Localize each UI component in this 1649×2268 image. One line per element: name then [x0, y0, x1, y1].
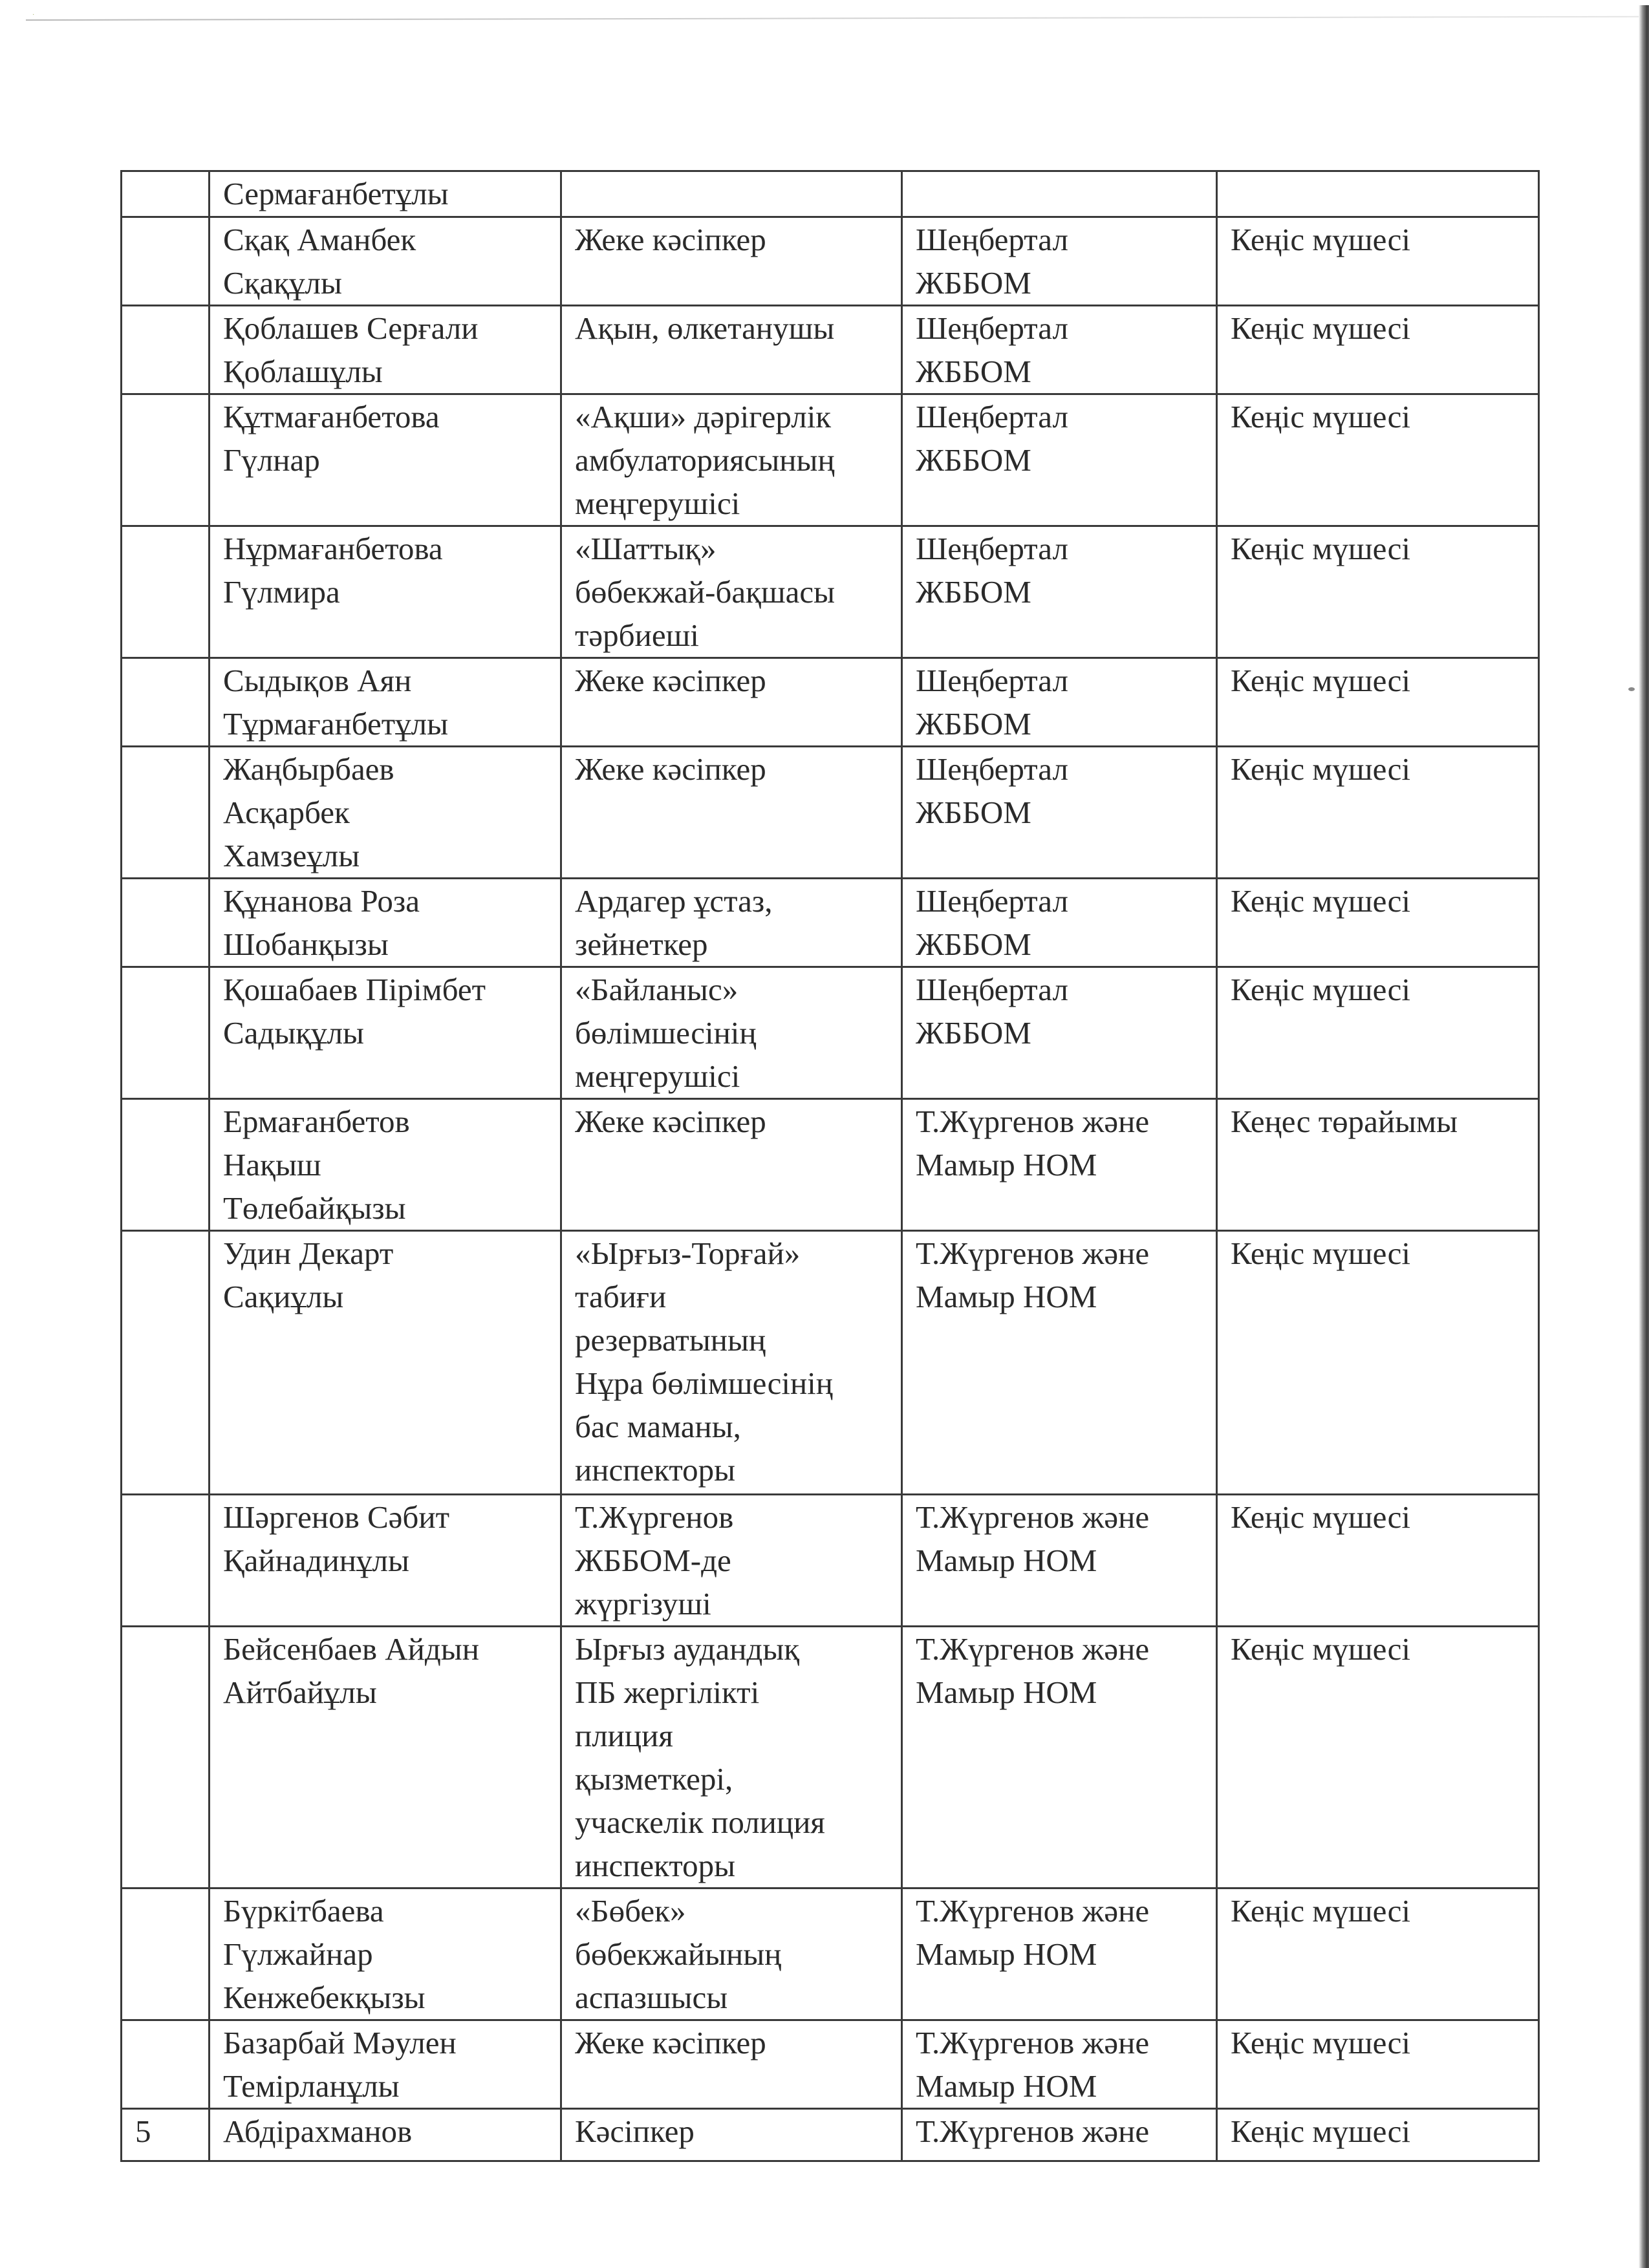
cell-line: «Байланыс» — [575, 972, 738, 1007]
cell-line: ЖББОМ — [916, 1015, 1031, 1051]
table-row — [122, 1888, 1539, 2020]
occupation-cell — [561, 1099, 902, 1231]
full-name-cell — [210, 394, 561, 526]
table-row — [122, 394, 1539, 526]
cell-line: Кеңіс мүшесі — [1231, 972, 1410, 1007]
organization-cell — [902, 306, 1217, 394]
cell-line: амбулаториясының — [575, 442, 835, 478]
council-role-cell — [1217, 1099, 1539, 1231]
cell-line: меңгерушісі — [575, 486, 740, 521]
cell-line: Кеңіс мүшесі — [1231, 310, 1410, 346]
cell-line: Кеңіс мүшесі — [1231, 222, 1410, 257]
occupation-cell — [561, 1888, 902, 2020]
occupation-cell — [561, 879, 902, 967]
table-row — [122, 1627, 1539, 1888]
cell-line: Қайнадинұлы — [223, 1543, 409, 1578]
row-number-cell — [122, 217, 210, 306]
scan-artifact-right-edge — [1639, 5, 1649, 2268]
cell-line: Нұра бөлімшесінің — [575, 1365, 834, 1401]
table-row — [122, 658, 1539, 747]
table-row — [122, 2109, 1539, 2161]
cell-line: Хамзеұлы — [223, 838, 360, 873]
table-row — [122, 1099, 1539, 1231]
scan-artifact-mark: · — [32, 12, 35, 19]
cell-line: Қоблашұлы — [223, 354, 383, 389]
row-number-cell — [122, 1888, 210, 2020]
council-members-table — [120, 170, 1540, 2162]
table-row — [122, 217, 1539, 306]
council-role-cell — [1217, 171, 1539, 217]
full-name-cell — [210, 2109, 561, 2161]
cell-line: Кеңіс мүшесі — [1231, 1893, 1410, 1929]
cell-line: жүргізуші — [575, 1586, 711, 1621]
cell-line: Қошабаев Пірімбет — [223, 972, 486, 1007]
cell-line: Кеңіс мүшесі — [1231, 1236, 1410, 1271]
table-body — [122, 171, 1539, 2161]
cell-line: Шеңбертал — [916, 310, 1068, 346]
cell-line: Гүлмира — [223, 574, 340, 610]
table-row — [122, 967, 1539, 1099]
cell-line: Кеңіс мүшесі — [1231, 399, 1410, 434]
occupation-cell — [561, 217, 902, 306]
row-number-cell — [122, 1627, 210, 1888]
cell-line: табиғи — [575, 1279, 667, 1314]
cell-line: Нұрмағанбетова — [223, 531, 443, 566]
cell-line: Ақын, өлкетанушы — [575, 310, 835, 346]
table-row — [122, 526, 1539, 658]
organization-cell — [902, 526, 1217, 658]
row-number-cell — [122, 1231, 210, 1495]
table-row — [122, 879, 1539, 967]
council-role-cell — [1217, 526, 1539, 658]
occupation-cell — [561, 2020, 902, 2109]
cell-line: зейнеткер — [575, 926, 708, 962]
cell-line: Т.Жүргенов және — [916, 1631, 1150, 1667]
cell-line: Құтмағанбетова — [223, 399, 440, 434]
council-role-cell — [1217, 306, 1539, 394]
cell-line: «Ақши» дәрігерлік — [575, 399, 832, 434]
council-role-cell — [1217, 394, 1539, 526]
occupation-cell — [561, 526, 902, 658]
cell-line: Кеңіс мүшесі — [1231, 883, 1410, 919]
cell-line: Шеңбертал — [916, 883, 1068, 919]
full-name-cell — [210, 1231, 561, 1495]
occupation-cell — [561, 747, 902, 879]
council-role-cell — [1217, 658, 1539, 747]
cell-line: бөбекжайының — [575, 1936, 782, 1972]
table-row — [122, 747, 1539, 879]
occupation-cell — [561, 658, 902, 747]
cell-line: Т.Жүргенов және — [916, 1104, 1150, 1139]
council-role-cell — [1217, 1231, 1539, 1495]
cell-line: Шеңбертал — [916, 531, 1068, 566]
cell-line: Темірланұлы — [223, 2068, 400, 2104]
cell-line: Кеңіс мүшесі — [1231, 531, 1410, 566]
cell-line: «Ырғыз-Торғай» — [575, 1236, 801, 1271]
row-number-cell — [122, 306, 210, 394]
organization-cell — [902, 217, 1217, 306]
council-role-cell — [1217, 1888, 1539, 2020]
cell-line: тәрбиеші — [575, 617, 699, 653]
organization-cell — [902, 2020, 1217, 2109]
organization-cell — [902, 2109, 1217, 2161]
cell-line: Жаңбырбаев — [223, 751, 394, 787]
organization-cell — [902, 394, 1217, 526]
cell-line: Удин Декарт — [223, 1236, 394, 1271]
cell-line: Қоблашев Серғали — [223, 310, 479, 346]
organization-cell — [902, 1627, 1217, 1888]
occupation-cell — [561, 394, 902, 526]
cell-line: Базарбай Мәулен — [223, 2025, 457, 2060]
cell-line: «Шаттық» — [575, 531, 717, 566]
cell-line: ЖББОМ — [916, 574, 1031, 610]
occupation-cell — [561, 171, 902, 217]
full-name-cell — [210, 171, 561, 217]
council-role-cell — [1217, 2020, 1539, 2109]
table-row — [122, 1231, 1539, 1495]
cell-line: Абдірахманов — [223, 2113, 413, 2149]
cell-line: резерватының — [575, 1322, 766, 1358]
full-name-cell — [210, 967, 561, 1099]
table-row — [122, 1495, 1539, 1627]
occupation-cell — [561, 1627, 902, 1888]
cell-line: Т.Жүргенов және — [916, 2113, 1150, 2149]
cell-line: Тұрмағанбетұлы — [223, 706, 449, 742]
cell-line: Ырғыз аудандық — [575, 1631, 800, 1667]
row-number-cell — [122, 2020, 210, 2109]
cell-line: Шеңбертал — [916, 222, 1068, 257]
cell-line: меңгерушісі — [575, 1058, 740, 1094]
occupation-cell — [561, 1495, 902, 1627]
full-name-cell — [210, 658, 561, 747]
organization-cell — [902, 879, 1217, 967]
organization-cell — [902, 967, 1217, 1099]
cell-line: плиция — [575, 1718, 673, 1753]
full-name-cell — [210, 747, 561, 879]
cell-line: Сқақұлы — [223, 265, 342, 301]
council-role-cell — [1217, 967, 1539, 1099]
full-name-cell — [210, 217, 561, 306]
cell-line: Сқақ Аманбек — [223, 222, 416, 257]
cell-line: Жеке кәсіпкер — [575, 2025, 766, 2060]
cell-line: Шеңбертал — [916, 972, 1068, 1007]
cell-line: Сақиұлы — [223, 1279, 344, 1314]
cell-line: Садықұлы — [223, 1015, 364, 1051]
cell-line: Құнанова Роза — [223, 883, 420, 919]
cell-line: Т.Жүргенов және — [916, 1236, 1150, 1271]
organization-cell — [902, 1888, 1217, 2020]
cell-line: ПБ жергілікті — [575, 1674, 760, 1710]
cell-line: ЖББОМ — [916, 265, 1031, 301]
cell-line: бөлімшесінің — [575, 1015, 757, 1051]
cell-line: бас маманы, — [575, 1409, 741, 1444]
cell-line: аспазшысы — [575, 1980, 728, 2015]
cell-line: Т.Жүргенов және — [916, 1499, 1150, 1535]
cell-line: Асқарбек — [223, 795, 350, 830]
council-role-cell — [1217, 879, 1539, 967]
cell-line: Кеңіс мүшесі — [1231, 1499, 1410, 1535]
row-number-cell — [122, 747, 210, 879]
occupation-cell — [561, 1231, 902, 1495]
full-name-cell — [210, 306, 561, 394]
council-role-cell — [1217, 1627, 1539, 1888]
full-name-cell — [210, 1888, 561, 2020]
cell-line: Жеке кәсіпкер — [575, 222, 766, 257]
council-role-cell — [1217, 747, 1539, 879]
cell-line: Шеңбертал — [916, 751, 1068, 787]
cell-line: Кеңес төрайымы — [1231, 1104, 1458, 1139]
cell-line: Бейсенбаев Айдын — [223, 1631, 479, 1667]
organization-cell — [902, 1099, 1217, 1231]
cell-line: қызметкері, — [575, 1761, 733, 1797]
row-number-cell: 5 — [122, 2109, 210, 2161]
cell-line: Сермағанбетұлы — [223, 176, 449, 211]
table-row — [122, 2020, 1539, 2109]
organization-cell — [902, 1231, 1217, 1495]
cell-line: Шобанқызы — [223, 926, 389, 962]
occupation-cell — [561, 306, 902, 394]
cell-line: Төлебайқызы — [223, 1190, 406, 1226]
row-number-cell — [122, 879, 210, 967]
cell-line: Т.Жүргенов және — [916, 2025, 1150, 2060]
row-number-cell — [122, 658, 210, 747]
cell-line: ЖББОМ — [916, 706, 1031, 742]
cell-line: ЖББОМ — [916, 795, 1031, 830]
cell-line: Т.Жүргенов және — [916, 1893, 1150, 1929]
cell-line: Ардагер ұстаз, — [575, 883, 773, 919]
row-number-cell — [122, 171, 210, 217]
cell-line: инспекторы — [575, 1452, 736, 1488]
cell-line: Нақыш — [223, 1147, 321, 1182]
cell-line: бөбекжай-бақшасы — [575, 574, 835, 610]
full-name-cell — [210, 526, 561, 658]
cell-line: Сыдықов Аян — [223, 663, 412, 698]
organization-cell — [902, 171, 1217, 217]
cell-line: ЖББОМ — [916, 354, 1031, 389]
cell-line: Мамыр НОМ — [916, 1279, 1097, 1314]
row-number-cell — [122, 394, 210, 526]
row-number-cell — [122, 967, 210, 1099]
scan-artifact-top-edge — [26, 16, 1649, 21]
cell-line: Жеке кәсіпкер — [575, 663, 766, 698]
cell-line: Кеңіс мүшесі — [1231, 751, 1410, 787]
cell-line: Кеңіс мүшесі — [1231, 2025, 1410, 2060]
cell-line: ЖББОМ — [916, 926, 1031, 962]
cell-line: ЖББОМ — [916, 442, 1031, 478]
full-name-cell — [210, 2020, 561, 2109]
cell-line: Шәргенов Сәбит — [223, 1499, 449, 1535]
full-name-cell — [210, 1099, 561, 1231]
cell-line: Кеңіс мүшесі — [1231, 663, 1410, 698]
cell-line: Ермағанбетов — [223, 1104, 410, 1139]
cell-line: инспекторы — [575, 1848, 736, 1883]
row-number-cell — [122, 1495, 210, 1627]
cell-line: Гүлжайнар — [223, 1936, 373, 1972]
row-number-cell — [122, 1099, 210, 1231]
table-row — [122, 306, 1539, 394]
cell-line: Кеңіс мүшесі — [1231, 2113, 1410, 2149]
council-role-cell — [1217, 2109, 1539, 2161]
cell-line: Кәсіпкер — [575, 2113, 695, 2149]
cell-line: Жеке кәсіпкер — [575, 751, 766, 787]
cell-line: Мамыр НОМ — [916, 1147, 1097, 1182]
cell-line: Т.Жүргенов — [575, 1499, 734, 1535]
organization-cell — [902, 658, 1217, 747]
cell-line: Мамыр НОМ — [916, 1543, 1097, 1578]
full-name-cell — [210, 879, 561, 967]
cell-line: Жеке кәсіпкер — [575, 1104, 766, 1139]
cell-line: ЖББОМ-де — [575, 1543, 731, 1578]
cell-line: Шеңбертал — [916, 663, 1068, 698]
organization-cell — [902, 1495, 1217, 1627]
cell-line: Мамыр НОМ — [916, 1674, 1097, 1710]
council-role-cell — [1217, 217, 1539, 306]
occupation-cell — [561, 2109, 902, 2161]
full-name-cell — [210, 1495, 561, 1627]
cell-line: Шеңбертал — [916, 399, 1068, 434]
cell-line: Айтбайұлы — [223, 1674, 377, 1710]
table-row — [122, 171, 1539, 217]
council-role-cell — [1217, 1495, 1539, 1627]
cell-line: Мамыр НОМ — [916, 2068, 1097, 2104]
full-name-cell — [210, 1627, 561, 1888]
organization-cell — [902, 747, 1217, 879]
cell-line: Бүркітбаева — [223, 1893, 384, 1929]
cell-line: Кеңіс мүшесі — [1231, 1631, 1410, 1667]
cell-line: Мамыр НОМ — [916, 1936, 1097, 1972]
cell-line: Кенжебекқызы — [223, 1980, 426, 2015]
scan-artifact-dot — [1628, 687, 1635, 691]
cell-line: Гүлнар — [223, 442, 320, 478]
occupation-cell — [561, 967, 902, 1099]
cell-line: учаскелік полиция — [575, 1804, 825, 1840]
row-number-cell — [122, 526, 210, 658]
cell-line: «Бөбек» — [575, 1893, 686, 1929]
